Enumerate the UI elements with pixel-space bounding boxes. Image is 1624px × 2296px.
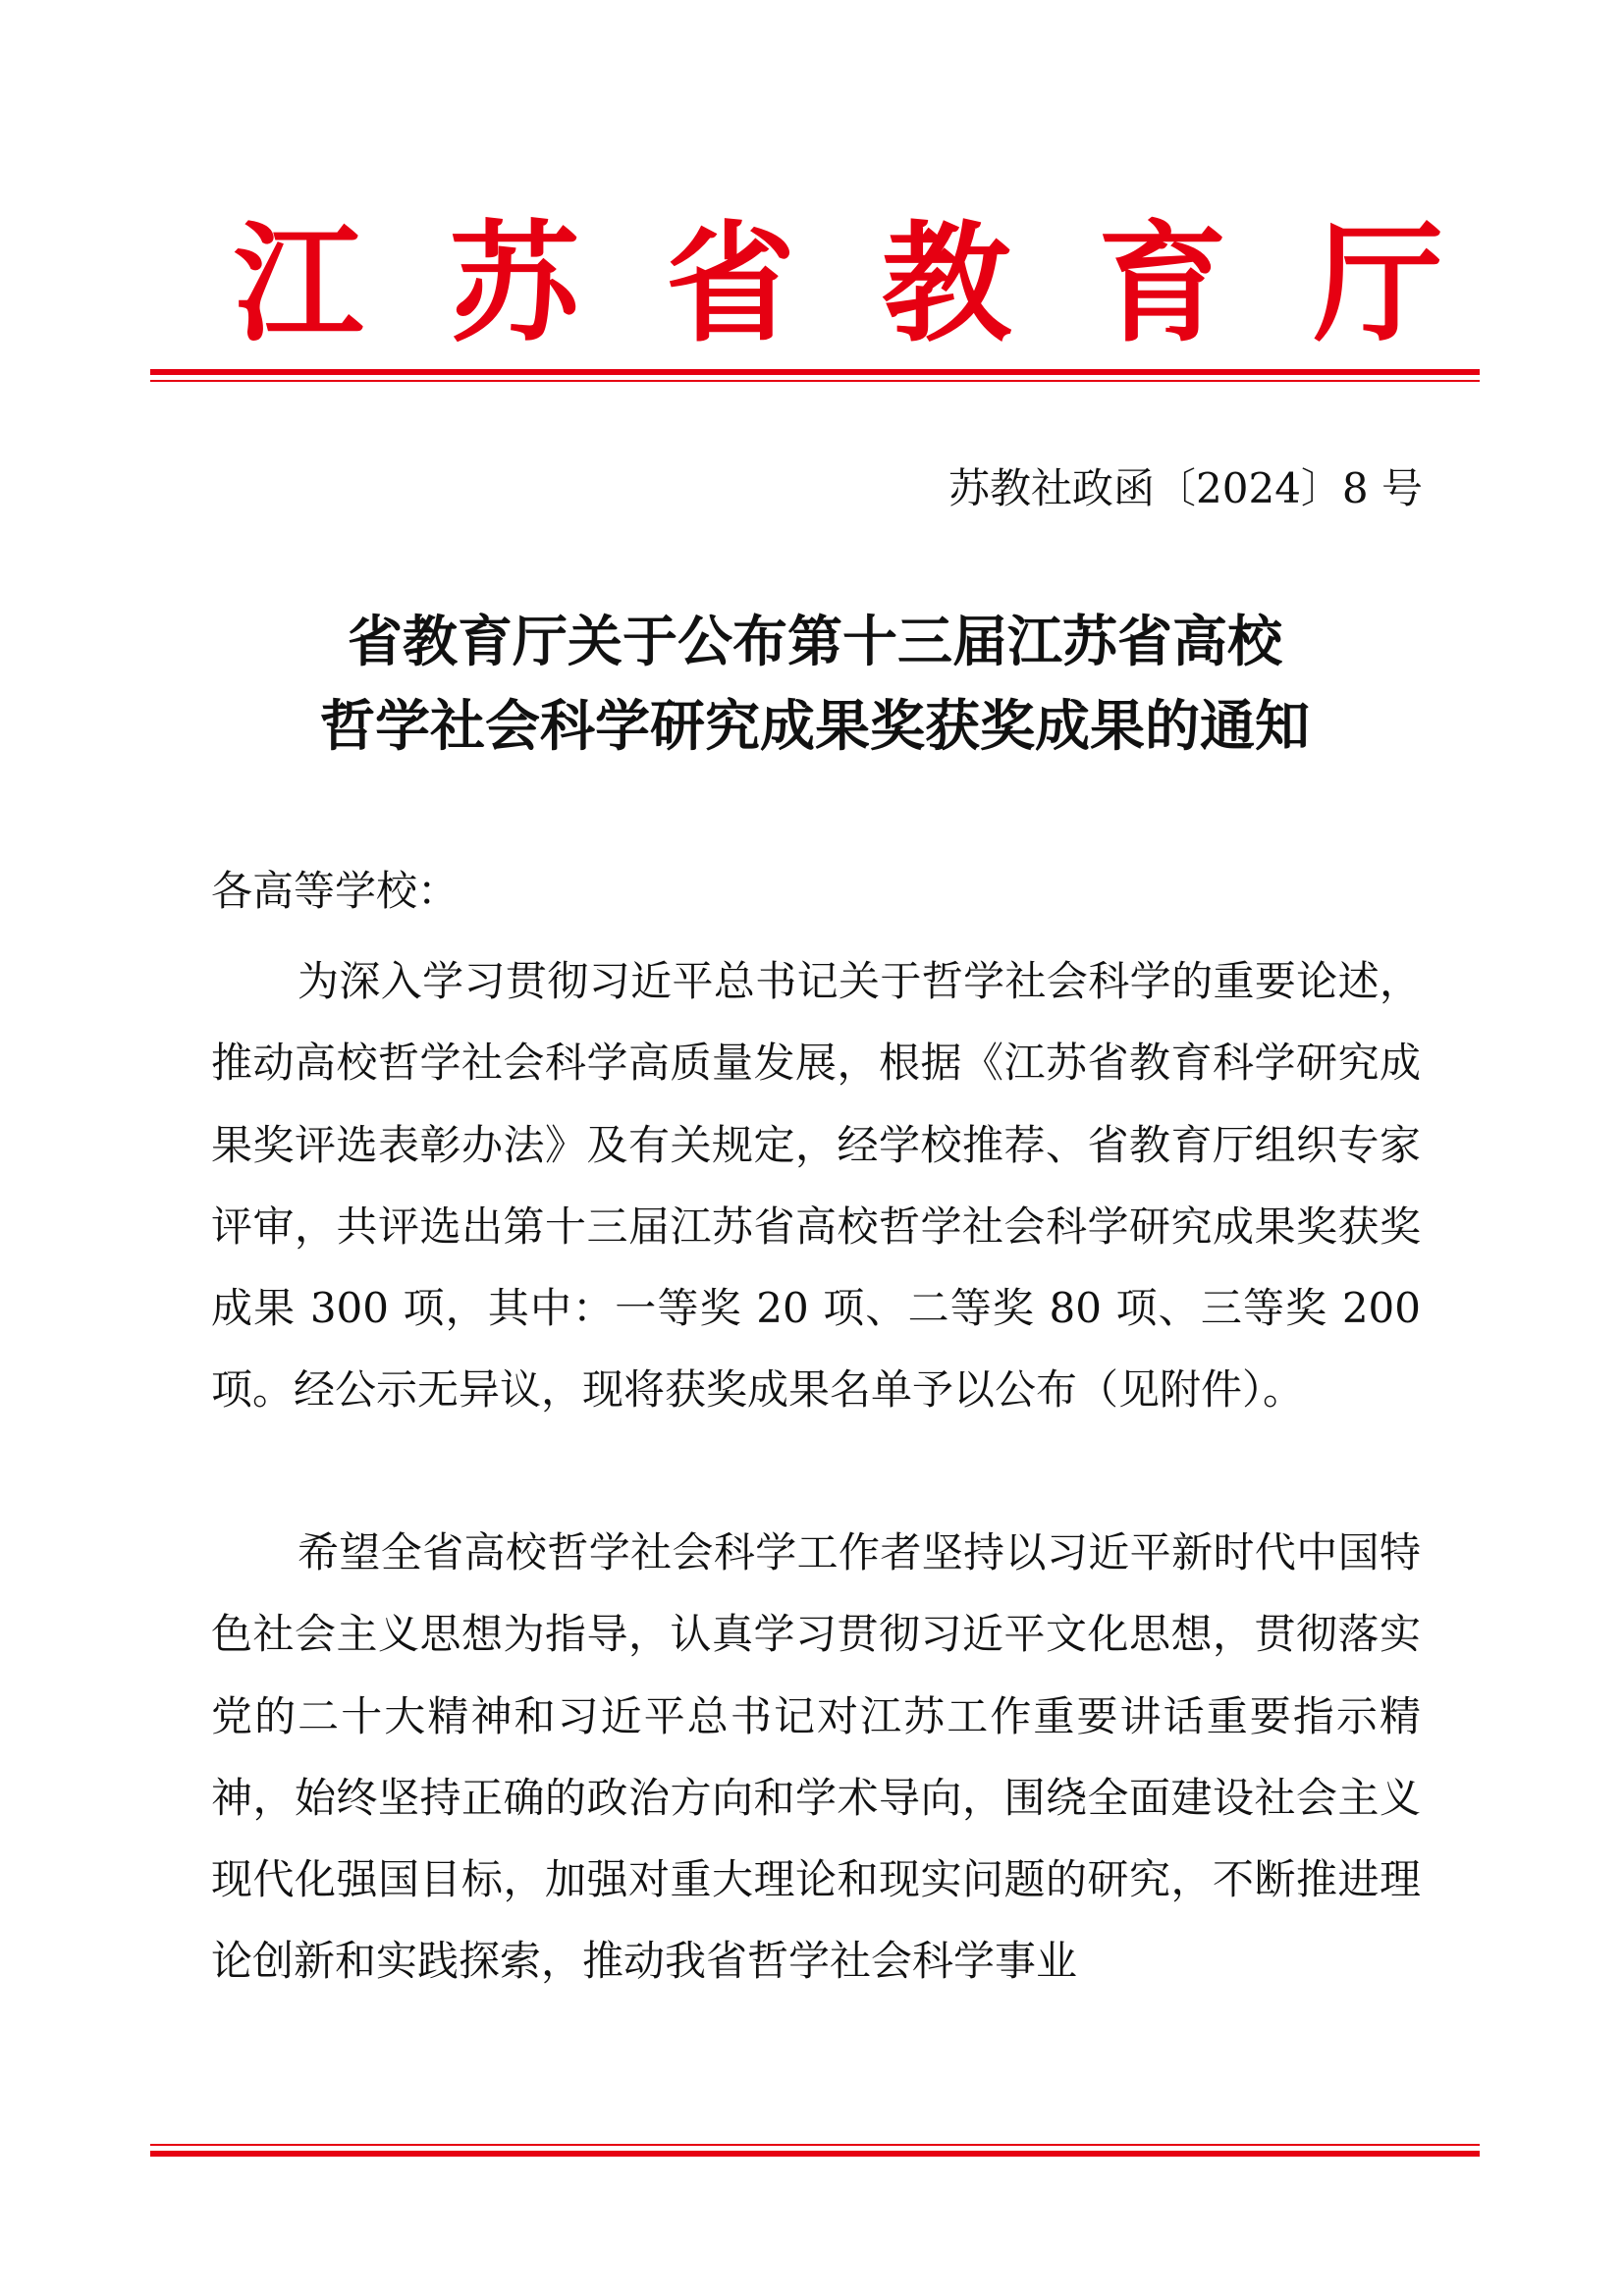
document-title	[150, 601, 1480, 770]
issuer-masthead: 江苏省教育厅	[234, 208, 1530, 360]
footer-divider	[150, 2144, 1480, 2157]
title-line-2: 哲学社会科学研究成果奖获奖成果的通知	[320, 695, 1310, 759]
header-divider	[150, 369, 1480, 382]
document-number: 苏教社政函〔2024〕8 号	[948, 464, 1423, 512]
body-paragraph-2: 希望全省高校哲学社会科学工作者坚持以习近平新时代中国特色社会主义思想为指导，认真学习贯彻习近平文化思想，贯彻落实党的二十大精神和习近平总书记对江苏工作重要讲话重要指示精神，始终坚持正确的政治方向和学术导向，围绕全面建设社会主义现代化强国目标，加强对重大理论和现实问题的研究，不断推进理论创新和实践探索，推动我省哲学社会科学事业	[211, 1528, 1421, 1986]
salutation: 各高等学校：	[211, 867, 460, 915]
title-line-1: 省教育厅关于公布第十三届江苏省高校	[348, 611, 1282, 674]
body-paragraph-1: 为深入学习贯彻习近平总书记关于哲学社会科学的重要论述，推动高校哲学社会科学高质量发展，根据《江苏省教育科学研究成果奖评选表彰办法》及有关规定，经学校推荐、省教育厅组织专家评审，共评选出第十三届江苏省高校哲学社会科学研究成果奖获奖成果 300 项，其中：一等奖 20 项、二等奖 80 项、三等奖 200 项。经公示无异议，现将获奖成果名单予以公布（见附件）。	[211, 957, 1421, 1415]
